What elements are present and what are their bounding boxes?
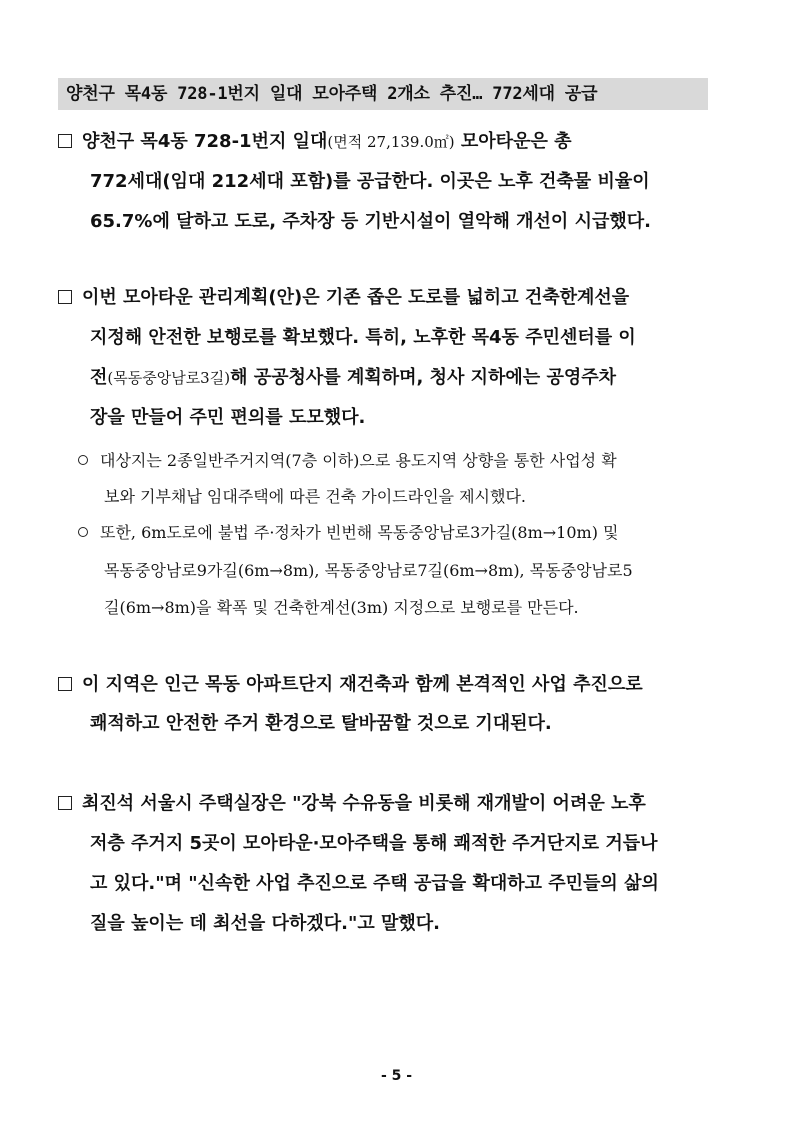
circle-bullet-icon — [78, 527, 88, 537]
paragraph-1-line-2: 772세대(임대 212세대 포함)를 공급한다. 이곳은 노후 건축물 비율이 — [90, 171, 650, 192]
paragraph-4-line-4: 질을 높이는 데 최선을 다하겠다."고 말했다. — [90, 913, 440, 934]
paragraph-4-line-1: 최진석 서울시 주택실장은 "강북 수유동을 비롯해 재개발이 어려운 노후 — [58, 792, 646, 816]
paragraph-2-line-4: 장을 만들어 주민 편의를 도모했다. — [90, 407, 366, 428]
paragraph-4-line-3: 고 있다."며 "신속한 사업 추진으로 주택 공급을 확대하고 주민들의 삶의 — [90, 873, 659, 894]
circle-bullet-icon — [78, 455, 88, 465]
paragraph-2-line-1: 이번 모아타운 관리계획(안)은 기존 좁은 도로를 넓히고 건축한계선을 — [58, 286, 629, 310]
sub-bullet-2-line-2: 목동중앙남로9가길(6m→8m), 목동중앙남로7길(6m→8m), 목동중앙남로5 — [104, 561, 633, 580]
paragraph-3-line-1: 이 지역은 인근 목동 아파트단지 재건축과 함께 본격적인 사업 추진으로 — [58, 673, 643, 697]
sub-bullet-2-line-1: 또한, 6m도로에 불법 주·정차가 빈번해 목동중앙남로3가길(8m→10m) 및 — [78, 522, 618, 544]
square-bullet-icon — [58, 134, 72, 148]
section-heading: 양천구 목4동 728-1번지 일대 모아주택 2개소 추진… 772세대 공급 — [58, 78, 708, 110]
paragraph-2-line-3: 전(목동중앙남로3길)해 공공청사를 계획하며, 청사 지하에는 공영주차 — [90, 367, 617, 388]
paragraph-4-line-2: 저층 주거지 5곳이 모아타운·모아주택을 통해 쾌적한 주거단지로 거듭나 — [90, 833, 658, 854]
paragraph-1-line-1: 양천구 목4동 728-1번지 일대(면적 27,139.0㎡) 모아타운은 총 — [58, 130, 572, 154]
paragraph-3-line-2: 쾌적하고 안전한 주거 환경으로 탈바꿈할 것으로 기대된다. — [90, 713, 552, 734]
page-number: - 5 - — [380, 1068, 413, 1084]
sub-bullet-1-line-1: 대상지는 2종일반주거지역(7층 이하)으로 용도지역 상향을 통한 사업성 확 — [78, 450, 617, 472]
square-bullet-icon — [58, 290, 72, 304]
square-bullet-icon — [58, 677, 72, 691]
paragraph-1-line-3: 65.7%에 달하고 도로, 주차장 등 기반시설이 열악해 개선이 시급했다. — [90, 211, 651, 232]
sub-bullet-1-line-2: 보와 기부채납 임대주택에 따른 건축 가이드라인을 제시했다. — [104, 487, 527, 506]
sub-bullet-2-line-3: 길(6m→8m)을 확폭 및 건축한계선(3m) 지정으로 보행로를 만든다. — [104, 598, 579, 617]
square-bullet-icon — [58, 796, 72, 810]
paragraph-2-line-2: 지정해 안전한 보행로를 확보했다. 특히, 노후한 목4동 주민센터를 이 — [90, 327, 636, 348]
